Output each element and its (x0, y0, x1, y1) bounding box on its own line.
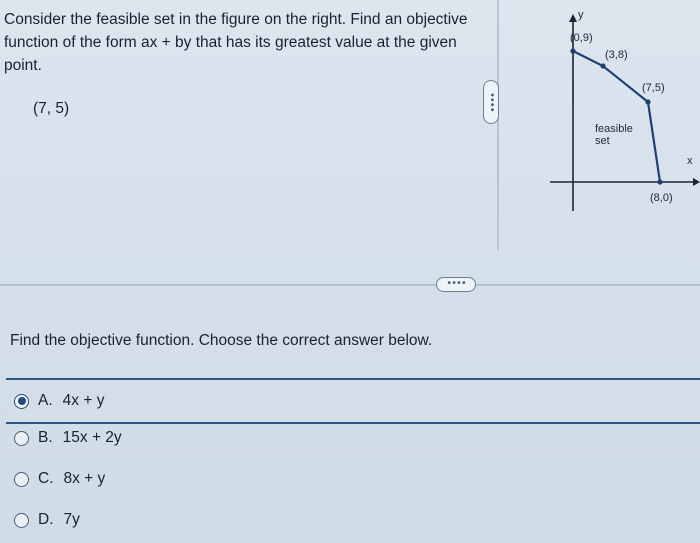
horizontal-resize-handle[interactable]: •••• (436, 277, 476, 292)
vertex-label-0-9: (0,9) (570, 32, 593, 44)
option-b[interactable] (14, 427, 122, 449)
vertex-label-8-0: (8,0) (650, 192, 673, 204)
vertex-label-3-8: (3,8) (605, 49, 628, 61)
option-letter: C. (38, 470, 54, 487)
vertex-8-0 (657, 179, 662, 184)
horizontal-divider (0, 284, 700, 286)
vertex-3-8 (600, 63, 605, 68)
option-letter: B. (38, 429, 53, 446)
option-d[interactable] (14, 509, 80, 531)
radio-icon[interactable] (14, 513, 29, 528)
option-letter: D. (38, 511, 54, 528)
feasible-region-boundary (573, 51, 660, 182)
option-text: 7y (63, 511, 80, 528)
vertical-resize-handle[interactable]: •••• (483, 80, 499, 124)
y-axis-arrow (569, 14, 577, 22)
vertex-0-9 (570, 48, 575, 53)
region-label-line2: set (595, 135, 610, 147)
radio-selected-icon[interactable] (14, 394, 29, 409)
question-text: Consider the feasible set in the figure on the right. Find an objective function of the form ax + by that has its greatest value at the given point. (4, 11, 468, 74)
option-text: 15x + 2y (62, 429, 122, 446)
option-c[interactable] (14, 468, 105, 490)
option-letter: A. (38, 392, 53, 409)
x-axis-arrow (693, 178, 700, 186)
feasible-set-graph (540, 6, 700, 216)
option-text: 4x + y (62, 392, 105, 409)
y-axis-label: y (578, 9, 584, 21)
given-point: (7, 5) (33, 100, 70, 117)
radio-icon[interactable] (14, 472, 29, 487)
x-axis-label: x (687, 155, 693, 167)
option-a[interactable] (14, 390, 104, 412)
option-text: 8x + y (63, 470, 106, 487)
instruction-text: Find the objective function. Choose the correct answer below. (10, 332, 433, 349)
selected-option-highlight (6, 378, 700, 424)
vertex-7-5 (645, 99, 650, 104)
radio-icon[interactable] (14, 431, 29, 446)
vertex-label-7-5: (7,5) (642, 82, 665, 94)
vertical-divider (497, 0, 499, 250)
region-label-line1: feasible (595, 123, 633, 135)
